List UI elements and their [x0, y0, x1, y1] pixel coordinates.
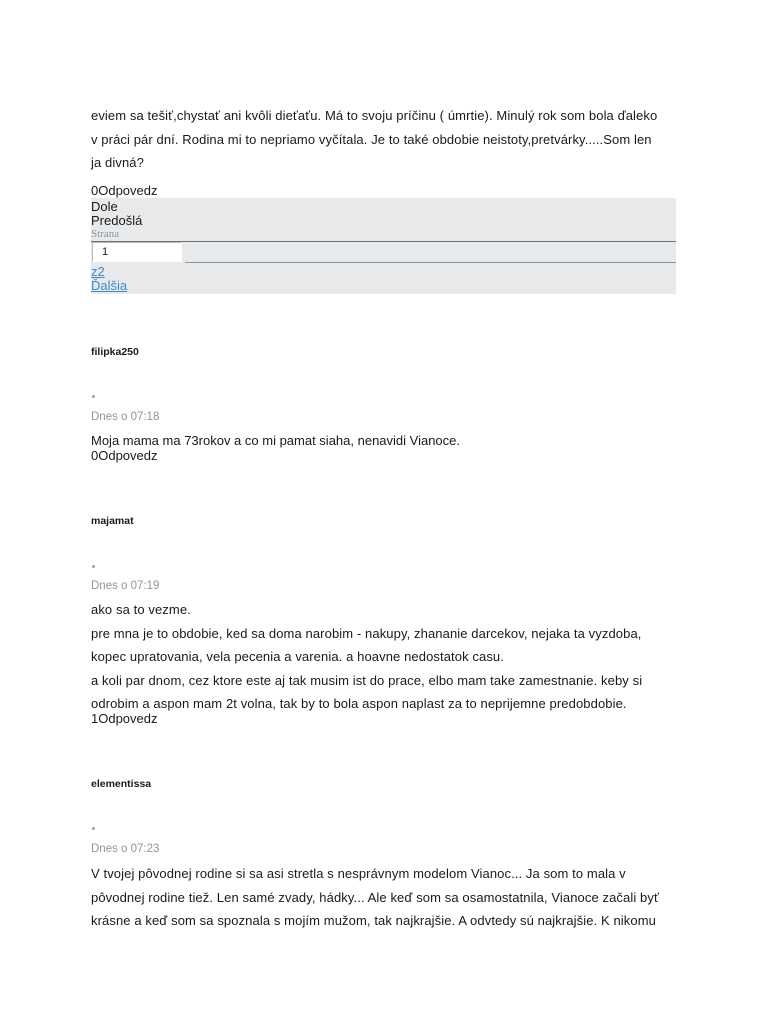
comment-author[interactable]: elementissa: [91, 778, 152, 790]
reply-button[interactable]: 1Odpovedz: [91, 711, 158, 726]
comment-timestamp: Dnes o 07:23: [91, 843, 160, 855]
comment-timestamp: Dnes o 07:19: [91, 580, 160, 592]
comment-text-line: pre mna je to obdobie, ked sa doma narobim - nakupy, zhananie darcekov, nejaka ta vyzdoba,: [91, 625, 642, 641]
comment-text-line: pôvodnej rodine tiež. Len samé zvady, hádky... Ale keď som sa osamostatnila, Vianoce začali byť: [91, 889, 659, 905]
bullet-icon: [92, 827, 95, 830]
post-text-line: eviem sa tešiť,chystať ani kvôli dieťaťu. Má to svoju príčinu ( úmrtie). Minulý rok som bola ďaleko: [91, 108, 658, 123]
comment-timestamp: Dnes o 07:18: [91, 411, 160, 423]
comment-text-line: krásne a keď som sa spoznala s mojím mužom, tak najkrajšie. A odvtedy sú najkrajšie. K nikomu: [91, 913, 656, 928]
page-label: Strana: [91, 228, 120, 240]
bullet-icon: [92, 395, 95, 398]
comment-text: [91, 598, 691, 716]
down-link[interactable]: Dole: [91, 199, 118, 214]
page-number-input[interactable]: [92, 242, 182, 262]
comment-author[interactable]: filipka250: [91, 346, 139, 358]
comment-text-line: odrobim a aspon mam 2t volna, tak by to bola aspon naplast za to neprijemne predobdobie.: [91, 696, 627, 711]
post-text: [91, 104, 691, 175]
comment-text-line: kopec upratovania, vela pecenia a varenia. a hoavne nedostatok casu.: [91, 649, 504, 664]
comment-text: [91, 862, 691, 933]
reply-button[interactable]: 0Odpovedz: [91, 448, 158, 463]
comment-text-line: Moja mama ma 73rokov a co mi pamat siaha, nenavidi Vianoce.: [91, 433, 461, 448]
pagination: [91, 198, 676, 294]
post-text-line: v práci pár dní. Rodina mi to nepriamo vyčítala. Je to také obdobie neistoty,pretvárky.....Som len: [91, 131, 652, 147]
bullet-icon: [92, 565, 95, 568]
post-text-line: ja divná?: [91, 155, 144, 170]
comment-text-line: a koli par dnom, cez ktore este aj tak musim ist do prace, elbo mam take zamestnanie. keby si: [91, 672, 643, 688]
next-page-button[interactable]: Ďalšia: [91, 278, 128, 293]
divider: [185, 262, 676, 263]
comment-author[interactable]: majamat: [91, 515, 134, 527]
comment-text-line: V tvojej pôvodnej rodine si sa asi stretla s nesprávnym modelom Vianoc... Ja som to mala v: [91, 866, 626, 881]
comment-text: [91, 434, 691, 448]
total-pages-link[interactable]: z2: [91, 264, 105, 279]
previous-page-button[interactable]: Predošlá: [91, 213, 143, 228]
reply-button[interactable]: 0Odpovedz: [91, 183, 158, 198]
comment-text-line: ako sa to vezme.: [91, 602, 191, 617]
